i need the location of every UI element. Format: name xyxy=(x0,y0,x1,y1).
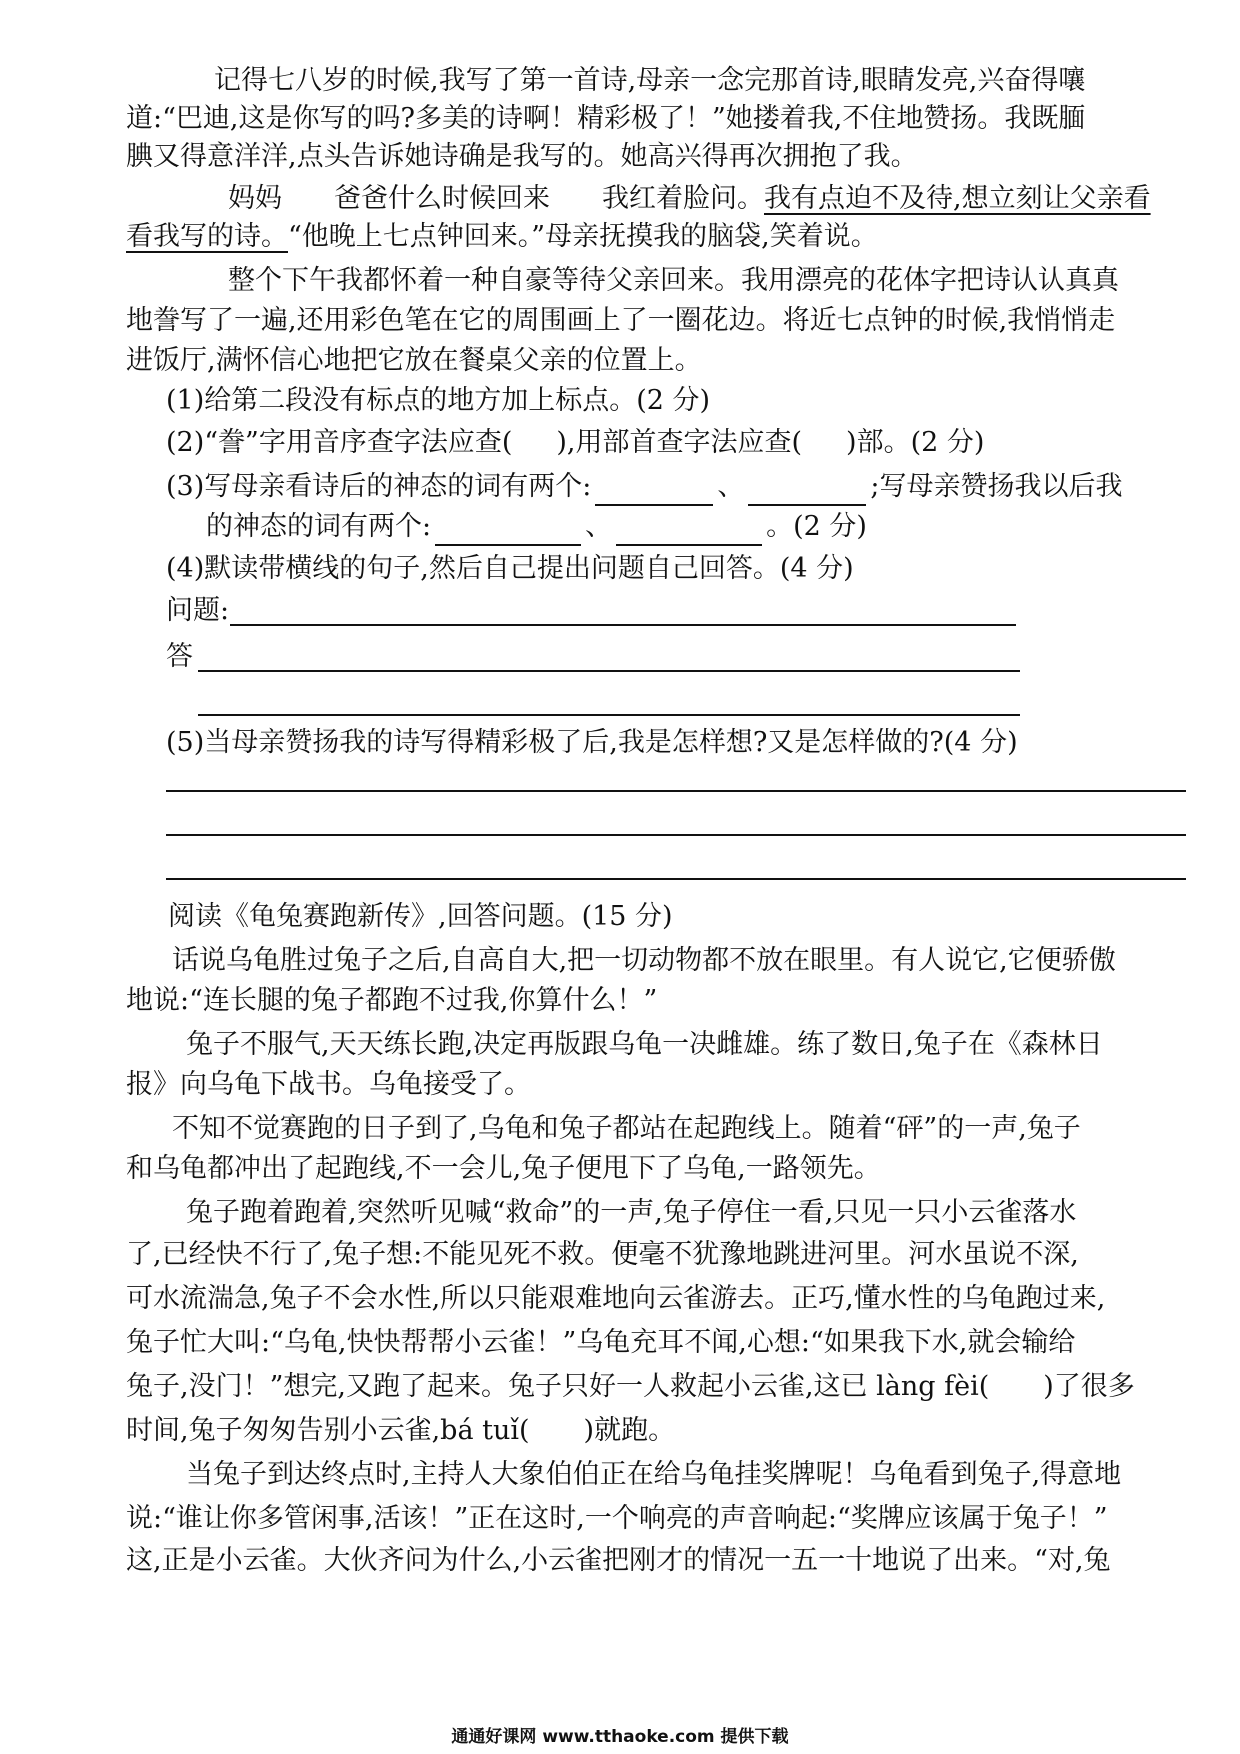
p2-tail: “他晚上七点钟回来。”母亲抚摸我的脑袋,笑着说。 xyxy=(288,221,878,252)
answer-line-q5-1[interactable] xyxy=(166,790,1186,792)
p1-line-1: 记得七八岁的时候,我写了第一首诗,母亲一念完那首诗,眼睛发亮,兴奋得嚷 xyxy=(214,65,1086,96)
answer-blank[interactable] xyxy=(748,478,866,506)
p1-line-2: 道:“巴迪,这是你写的吗?多美的诗啊！精彩极了！”她搂着我,不住地赞扬。我既腼 xyxy=(126,103,1086,134)
s2-line-9: 可水流湍急,兔子不会水性,所以只能艰难地向云雀游去。正巧,懂水性的乌龟跑过来, xyxy=(126,1283,1106,1314)
p2-line-2 xyxy=(126,218,878,256)
answer-blank[interactable] xyxy=(435,518,581,546)
s2-line-13: 当兔子到达终点时,主持人大象伯伯正在给乌龟挂奖牌呢！乌龟看到兔子,得意地 xyxy=(186,1459,1122,1490)
s2-line-15: 这,正是小云雀。大伙齐问为什么,小云雀把刚才的情况一五一十地说了出来。“对,兔 xyxy=(126,1545,1111,1576)
question-4-answer-label: 答 xyxy=(166,641,193,672)
p2-seg-question: 爸爸什么时候回来 xyxy=(334,183,550,214)
p3-line-3: 进饭厅,满怀信心地把它放在餐桌父亲的位置上。 xyxy=(126,345,702,376)
section-2-title: 阅读《龟兔赛跑新传》,回答问题。(15 分) xyxy=(168,901,673,932)
answer-blank[interactable] xyxy=(595,478,713,506)
answer-line-2[interactable] xyxy=(198,714,1020,716)
s2-line-1: 话说乌龟胜过兔子之后,自高自大,把一切动物都不放在眼里。有人说它,它便骄傲 xyxy=(172,945,1116,976)
question-3-line-1: (3)写母亲看诗后的神态的词有两个: 、 ;写母亲赞扬我以后我 xyxy=(166,468,1122,506)
s2-line-8: 了,已经快不行了,兔子想:不能见死不救。便毫不犹豫地跳进河里。河水虽说不深, xyxy=(126,1239,1079,1270)
p3-line-2: 地誊写了一遍,还用彩色笔在它的周围画上了一圈花边。将近七点钟的时候,我悄悄走 xyxy=(126,305,1116,336)
s2-line-4: 报》向乌龟下战书。乌龟接受了。 xyxy=(126,1069,531,1100)
question-1: (1)给第二段没有标点的地方加上标点。(2 分) xyxy=(166,385,711,416)
s2-line-7: 兔子跑着跑着,突然听见喊“救命”的一声,兔子停住一看,只见一只小云雀落水 xyxy=(186,1197,1077,1228)
underlined-sentence-part-1: 我有点迫不及待,想立刻让父亲看 xyxy=(764,183,1151,214)
footer-watermark: 通通好课网 www.tthaoke.com 提供下载 xyxy=(451,1727,789,1747)
question-5: (5)当母亲赞扬我的诗写得精彩极了后,我是怎样想?又是怎样做的?(4 分) xyxy=(166,727,1018,758)
s2-line-11: 兔子,没门！”想完,又跑了起来。兔子只好一人救起小云雀,这已 làng fèi( )了很多 xyxy=(126,1371,1135,1402)
answer-line-q5-3[interactable] xyxy=(166,878,1186,880)
answer-line-1[interactable] xyxy=(198,670,1020,672)
s2-line-5: 不知不觉赛跑的日子到了,乌龟和兔子都站在起跑线上。随着“砰”的一声,兔子 xyxy=(172,1113,1081,1144)
s2-line-2: 地说:“连长腿的兔子都跑不过我,你算什么！” xyxy=(126,985,658,1016)
s2-line-10: 兔子忙大叫:“乌龟,快快帮帮小云雀！”乌龟充耳不闻,心想:“如果我下水,就会输给 xyxy=(126,1327,1076,1358)
question-4-question-label: 问题: xyxy=(166,595,230,626)
question-3-line-2: 的神态的词有两个: 、 。(2 分) xyxy=(206,508,867,546)
underlined-sentence-part-2: 看我写的诗。 xyxy=(126,221,288,252)
s2-line-14: 说:“谁让你多管闲事,活该！”正在这时,一个响亮的声音响起:“奖牌应该属于兔子！” xyxy=(126,1503,1108,1534)
p1-line-3: 腆又得意洋洋,点头告诉她诗确是我写的。她高兴得再次拥抱了我。 xyxy=(126,141,918,172)
p2-seg-mama: 妈妈 xyxy=(228,183,282,214)
answer-line-question[interactable] xyxy=(230,624,1016,626)
s2-line-12: 时间,兔子匆匆告别小云雀,bá tuǐ( )就跑。 xyxy=(126,1415,676,1446)
question-2: (2)“誊”字用音序查字法应查( ),用部首查字法应查( )部。(2 分) xyxy=(166,427,985,458)
p2-seg-ask: 我红着脸问。 xyxy=(602,183,764,214)
p3-line-1: 整个下午我都怀着一种自豪等待父亲回来。我用漂亮的花体字把诗认认真真 xyxy=(228,265,1119,296)
s2-line-3: 兔子不服气,天天练长跑,决定再版跟乌龟一决雌雄。练了数日,兔子在《森林日 xyxy=(186,1029,1103,1060)
answer-line-q5-2[interactable] xyxy=(166,834,1186,836)
p2-line-1 xyxy=(228,180,1151,218)
answer-blank[interactable] xyxy=(616,518,762,546)
question-4: (4)默读带横线的句子,然后自己提出问题自己回答。(4 分) xyxy=(166,553,854,584)
s2-line-6: 和乌龟都冲出了起跑线,不一会儿,兔子便甩下了乌龟,一路领先。 xyxy=(126,1153,881,1184)
